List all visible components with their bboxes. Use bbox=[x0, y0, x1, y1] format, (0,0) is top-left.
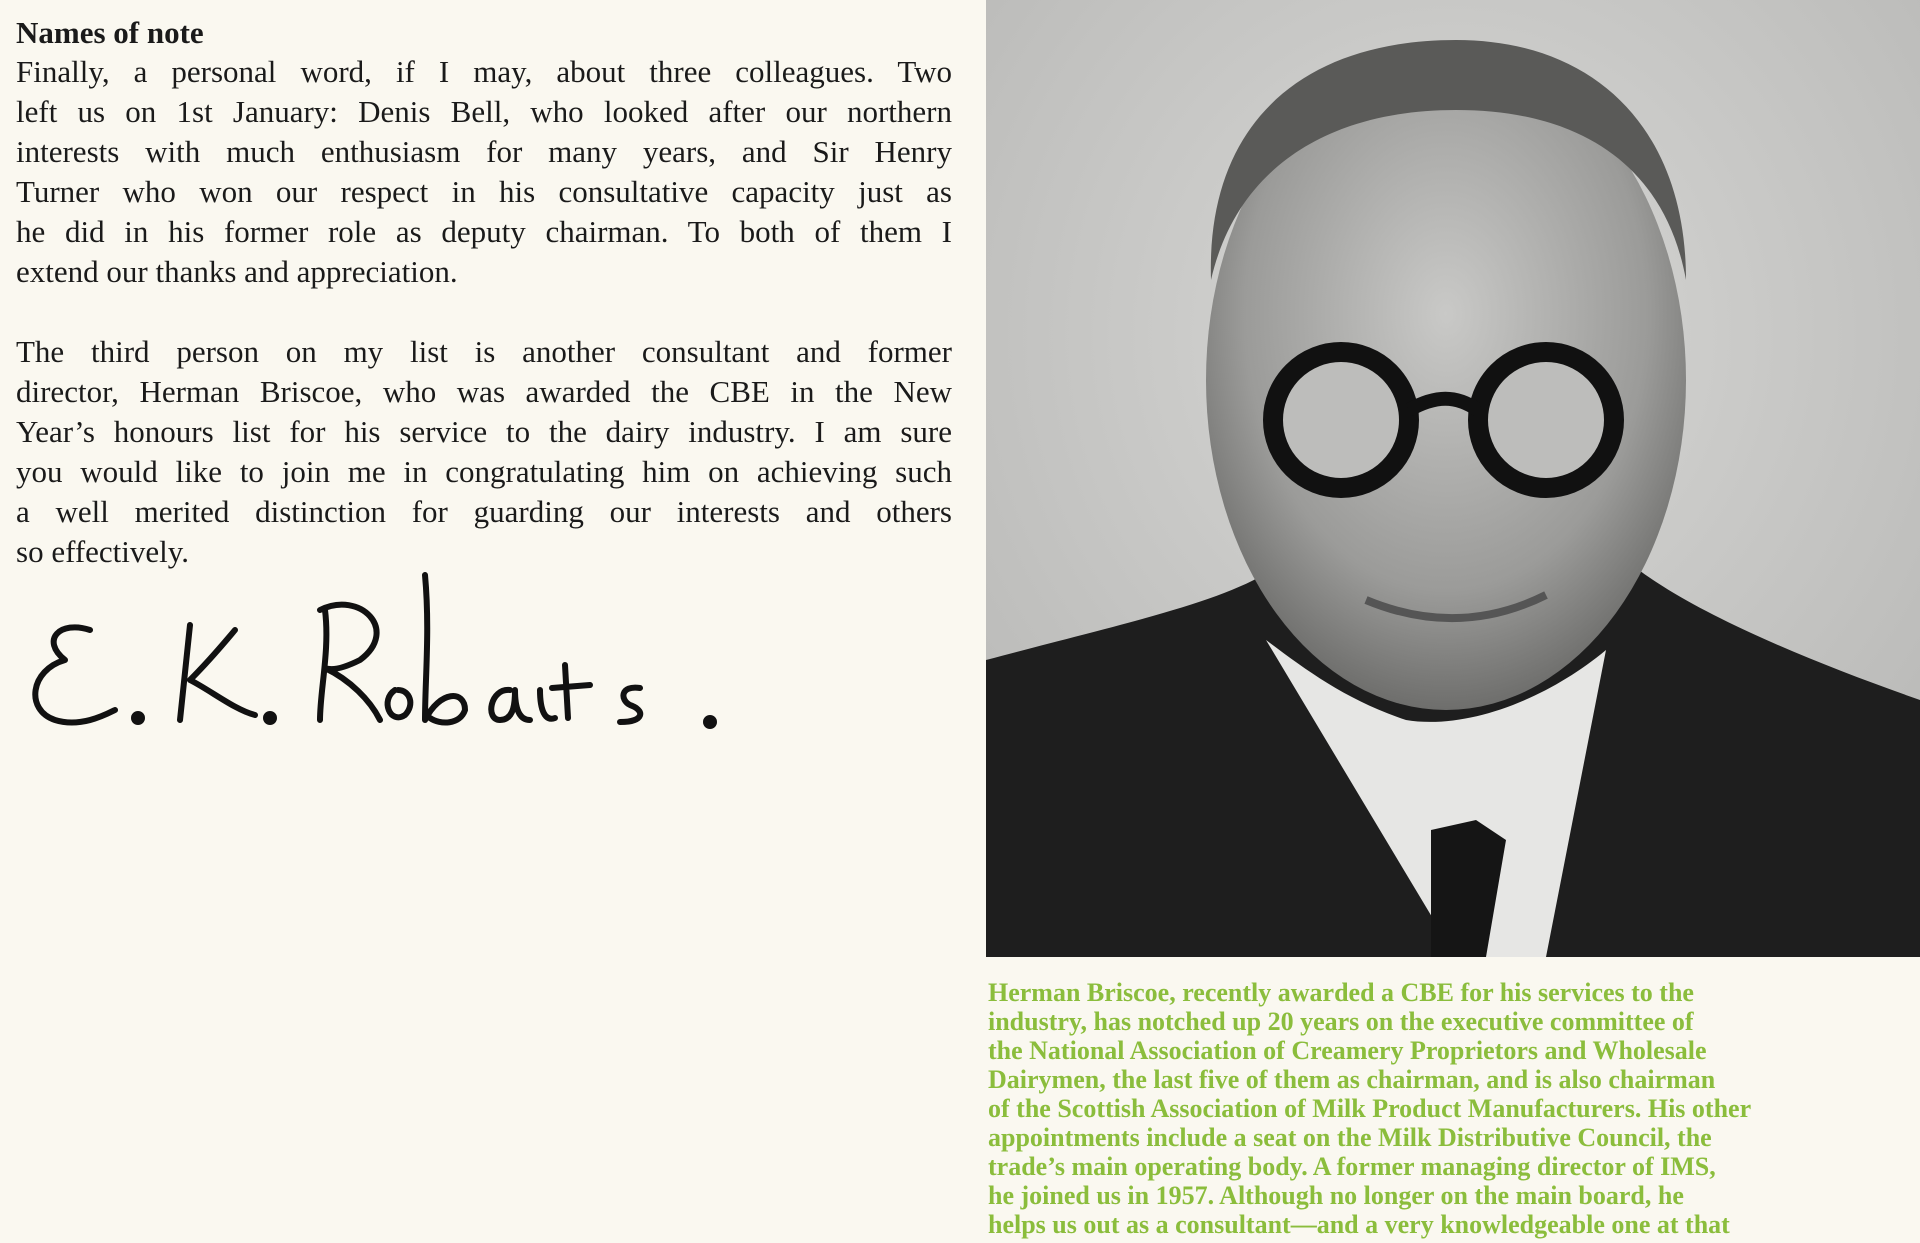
text-line: director, Herman Briscoe, who was awarded the CBE in the New bbox=[16, 374, 952, 409]
text-line: so effectively. bbox=[16, 534, 190, 569]
portrait-photo bbox=[986, 0, 1920, 957]
caption-line: industry, has notched up 20 years on the executive committee of bbox=[988, 1007, 1694, 1036]
caption-line: helps us out as a consultant—and a very knowledgeable one at that bbox=[988, 1210, 1730, 1239]
text-line: left us on 1st January: Denis Bell, who looked after our northern bbox=[16, 94, 952, 129]
text-line: interests with much enthusiasm for many years, and Sir Henry bbox=[16, 134, 952, 169]
caption-line: the National Association of Creamery Proprietors and Wholesale bbox=[988, 1036, 1707, 1065]
text-line: Turner who won our respect in his consultative capacity just as bbox=[16, 174, 952, 209]
caption-line: trade’s main operating body. A former managing director of IMS, bbox=[988, 1152, 1716, 1181]
text-line: Finally, a personal word, if I may, about three colleagues. Two bbox=[16, 54, 952, 89]
article-column bbox=[16, 14, 952, 572]
section-heading: Names of note bbox=[16, 15, 204, 50]
text-line: you would like to join me in congratulating him on achieving such bbox=[16, 454, 952, 489]
caption-line: he joined us in 1957. Although no longer on the main board, he bbox=[988, 1181, 1684, 1210]
paragraph-2 bbox=[16, 332, 952, 572]
text-line: extend our thanks and appreciation. bbox=[16, 254, 458, 289]
caption-line: appointments include a seat on the Milk Distributive Council, the bbox=[988, 1123, 1712, 1152]
caption-line: of the Scottish Association of Milk Product Manufacturers. His other bbox=[988, 1094, 1752, 1123]
paragraph-1 bbox=[16, 52, 952, 292]
signature bbox=[20, 570, 760, 750]
caption-line: Herman Briscoe, recently awarded a CBE for his services to the bbox=[988, 978, 1694, 1007]
text-line: The third person on my list is another consultant and former bbox=[16, 334, 952, 369]
text-line: Year’s honours list for his service to the dairy industry. I am sure bbox=[16, 414, 952, 449]
caption-line: Dairymen, the last five of them as chairman, and is also chairman bbox=[988, 1065, 1716, 1094]
text-line: a well merited distinction for guarding our interests and others bbox=[16, 494, 952, 529]
photo-caption bbox=[988, 978, 1920, 1239]
text-line: he did in his former role as deputy chairman. To both of them I bbox=[16, 214, 952, 249]
